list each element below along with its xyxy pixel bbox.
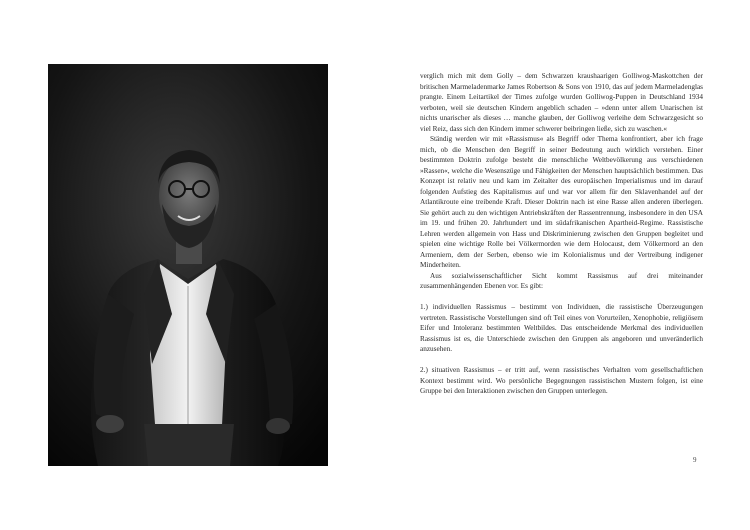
list-item-situativer-rassismus: 2.) situativen Rassismus – er tritt auf, wenn rassistisches Verhalten vom gesellschaftlichen Kontext bestimmt wird. Wo persönliche Begegnungen rassistischen Mustern folgen, ist eine Gruppe bei den Interaktionen zwischen den Gruppen unterlegen. [420,366,703,395]
list-item-individueller-rassismus: 1.) individuellen Rassismus – bestimmt von Individuen, die rassistische Überzeugungen vertreten. Rassistische Vorstellungen sind oft Teil eines von Vorurteilen, Xenophobie, religiösem Eifer und Intoleranz bestimmten Weltbildes. Das entscheidende Merkmal des individuellen Rassismus ist es, die Unterschiede zwischen den Gruppen als angeboren und unveränderlich anzusehen. [420,303,703,353]
body-text [420,71,703,397]
portrait-illustration [48,64,328,466]
paragraph-golliwog: verglich mich mit dem Golly – dem Schwarzen kraushaarigen Golliwog-Maskottchen der britischen Marmeladenmarke James Robertson & Sons von 1910, das auf jedem Marmeladenglas prangte. Einem Leitartikel der Times zufolge wurden Golliwog-Puppen in Deutschland 1934 verboten, weil sie deutschen Kindern angeblich schaden – »denn unter allem Unarischen ist nichts unarischer als dieses … manche glauben, der Golliwog verleihe dem Schwarzgesicht so viel Reiz, dass sich den Kindern immer schwerer beibringen ließe, sich zu waschen.« [420,72,703,133]
page-number: 9 [693,456,697,464]
paragraph-drei-ebenen: Aus sozialwissenschaftlicher Sicht kommt Rassismus auf drei miteinander zusammenhängenden Ebenen vor. Es gibt: [420,271,703,290]
portrait-photo [48,64,328,466]
paragraph-rassismus-begriff: Ständig werden wir mit »Rassismus« als Begriff oder Thema konfrontiert, aber ich frage mich, ob die Menschen den Begriff in seiner Bedeutung auch wirklich verstehen. Einer bestimmten Doktrin zufolge besteht die menschliche Weltbevölkerung aus verschiedenen »Rassen«, welche die Wesenszüge und Fähigkeiten der Menschen hauptsächlich bestimmen. Das Konzept ist relativ neu und kam im Zeitalter des europäischen Imperialismus und im darauf folgenden Aufstieg des Kapitalismus auf und war vor allem für den Sklavenhandel auf der Atlantikroute eine treibende Kraft. Dieser Doktrin nach ist eine Rasse allen anderen überlegen. Sie gehört auch zu den wichtigen Antriebskräften der Rassentrennung, insbesondere in den USA im 19. und frühen 20. Jahrhundert und im südafrikanischen Apartheid-Regime. Rassistische Lehren werden allgemein von Hass und Diskriminierung zwischen den Gruppen begleitet und spielen eine wichtige Rolle bei Völkermorden wie dem Holocaust, dem Völkermord an den Armeniern, dem der Serben, ebenso wie im Kolonialismus und der Vertreibung indigener Minderheiten. [420,135,703,269]
